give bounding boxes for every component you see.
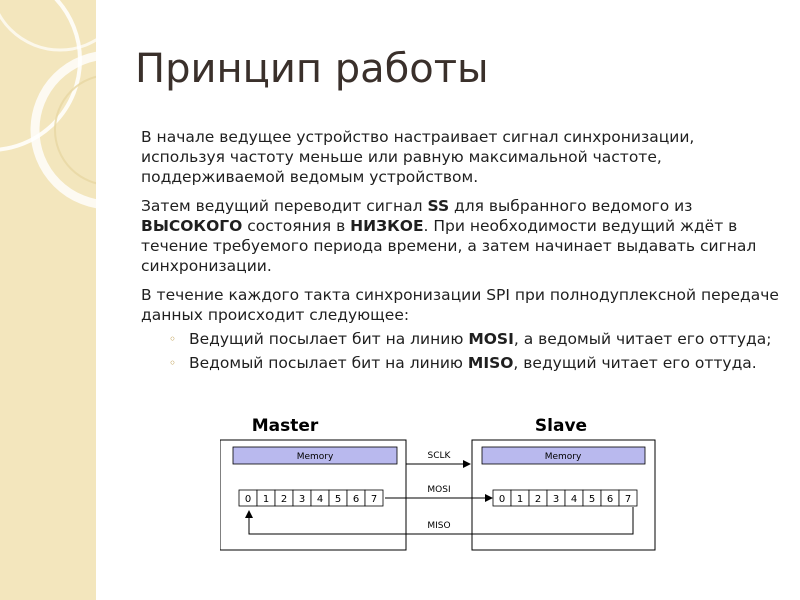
- line-miso: MISO: [467, 354, 514, 372]
- paragraph-clock-setup: В начале ведущее устройство настраивает сигнал синхронизации, используя частоту меньше или равную максимальной частоте, поддерживаемой ведомым устройством.: [141, 128, 695, 186]
- slave-bit-label: 2: [534, 494, 542, 505]
- text-run: Ведомый посылает бит на линию: [189, 354, 468, 372]
- slave-bit-label: 3: [552, 494, 560, 505]
- slave-bit-label: 4: [570, 494, 578, 505]
- list-item: [169, 329, 781, 349]
- master-shift-register: [239, 490, 383, 506]
- slave-memory-label: Memory: [544, 452, 582, 462]
- slide-body: [141, 127, 781, 377]
- decorative-sidebar: [0, 0, 96, 600]
- master-bit-label: 4: [316, 494, 324, 505]
- text-run: . При необходимости ведущий ждёт в течение требуемого периода времени, а затем начинает выдавать сигнал синхронизации.: [141, 217, 757, 275]
- master-bit-label: 2: [280, 494, 288, 505]
- decorative-circles: [0, 0, 96, 600]
- master-bit-label: 1: [262, 494, 270, 505]
- master-label: Master: [251, 416, 319, 436]
- master-bit-label: 7: [370, 494, 378, 505]
- spi-diagram: [220, 410, 660, 560]
- master-bit-label: 0: [244, 494, 252, 505]
- list-item: [169, 353, 781, 373]
- text-run: состояния в: [242, 217, 351, 235]
- master-bit-label: 6: [352, 494, 360, 505]
- text-run: , ведущий читает его оттуда.: [513, 354, 757, 372]
- text-run: , а ведомый читает его оттуда;: [513, 330, 772, 348]
- slave-shift-register: [493, 490, 637, 506]
- state-low: НИЗКОЕ: [350, 217, 424, 235]
- mosi-label: MOSI: [427, 485, 451, 495]
- signal-ss: SS: [427, 197, 450, 215]
- paragraph-ss-signal: [141, 196, 781, 276]
- sclk-label: SCLK: [427, 451, 451, 461]
- slave-bit-label: 5: [588, 494, 596, 505]
- master-bit-label: 5: [334, 494, 342, 505]
- text-run: Ведущий посылает бит на линию: [189, 330, 469, 348]
- slave-bit-label: 7: [624, 494, 632, 505]
- master-memory-label: Memory: [296, 452, 334, 462]
- line-mosi: MOSI: [468, 330, 514, 348]
- state-high: ВЫСОКОГО: [141, 217, 243, 235]
- text-run: Затем ведущий переводит сигнал: [141, 197, 428, 215]
- miso-label: MISO: [427, 521, 451, 531]
- slave-bit-label: 6: [606, 494, 614, 505]
- master-bit-label: 3: [298, 494, 306, 505]
- slave-label: Slave: [534, 416, 588, 436]
- circle-bullet-icon: ◦: [169, 356, 177, 370]
- slide-title: Принцип работы: [135, 46, 489, 92]
- slave-bit-label: 1: [516, 494, 524, 505]
- paragraph-full-duplex: В течение каждого такта синхронизации SPI при полнодуплексной передаче данных происходит следующее:: [141, 286, 779, 324]
- slave-bit-label: 0: [498, 494, 506, 505]
- bullet-list: [141, 329, 781, 373]
- circle-bullet-icon: ◦: [169, 332, 177, 346]
- text-run: для выбранного ведомого из: [449, 197, 693, 215]
